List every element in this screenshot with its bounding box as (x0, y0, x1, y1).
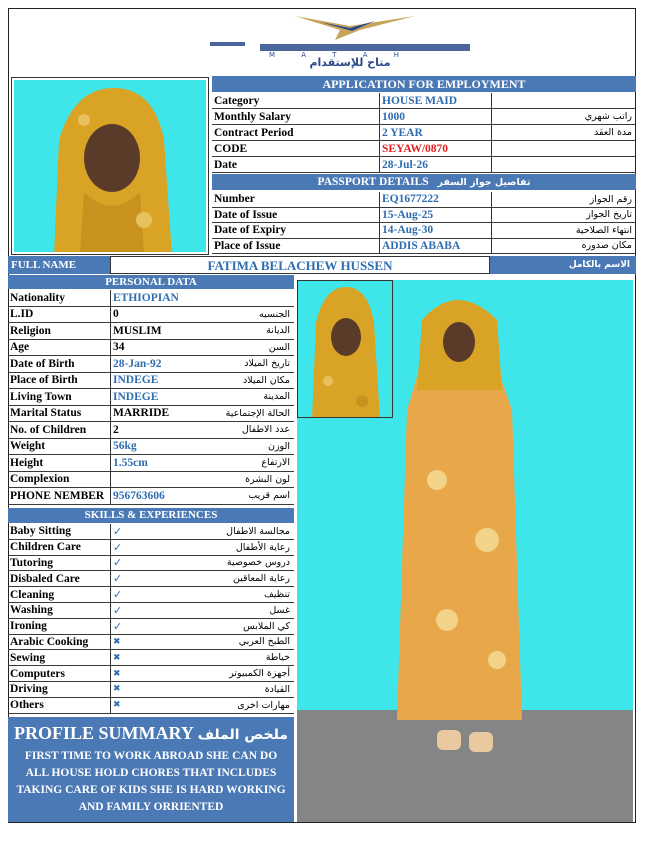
personal-label: Marital Status (8, 406, 111, 422)
passport-label: Date of Issue (212, 208, 380, 223)
personal-row (8, 290, 294, 307)
skill-row (8, 540, 294, 556)
personal-arabic: الجنسيه (259, 308, 290, 320)
portrait-photo (12, 78, 208, 254)
skill-label: Disbaled Care (8, 571, 111, 586)
app-value: HOUSE MAID (380, 93, 492, 108)
personal-value: INDEGE (113, 390, 159, 403)
personal-arabic: اسم قريب (248, 490, 290, 502)
personal-label: Living Town (8, 389, 111, 405)
personal-arabic: السن (268, 341, 290, 353)
logo-latin: M A T A H (268, 51, 412, 59)
skill-arabic: دروس خصوصية (226, 557, 290, 569)
profile-text: FIRST TIME TO WORK ABROAD SHE CAN DO ALL HOUSE HOLD CHORES THAT INCLUDES TAKING CARE OF KIDS SHE IS HARD WORKING AND FAMILY ORRIENTED (16, 750, 286, 813)
skill-arabic: غسل (269, 604, 290, 616)
passport-arabic: مكان صدوره (581, 240, 632, 252)
app-label: CODE (212, 141, 380, 156)
personal-row (8, 323, 294, 340)
personal-arabic: الوزن (267, 440, 290, 452)
personal-row (8, 455, 294, 472)
application-row (212, 125, 636, 141)
application-row (212, 157, 636, 173)
skill-arabic: مهارات اخرى (237, 699, 290, 711)
check-icon: ✓ (113, 556, 123, 570)
personal-header: PERSONAL DATA (8, 275, 294, 289)
skill-label: Tutoring (8, 556, 111, 571)
check-icon: ✓ (113, 619, 123, 633)
small-portrait-photo (297, 280, 393, 418)
skill-row (8, 587, 294, 603)
passport-label: Place of Issue (212, 239, 380, 254)
personal-value: MARRIDE (113, 407, 170, 420)
check-icon: ✓ (113, 588, 123, 602)
personal-arabic: عدد الاطفال (241, 424, 290, 436)
skill-arabic: خياطة (265, 652, 290, 664)
logo-arabic: متاح للإستقدام (309, 56, 391, 69)
app-arabic: راتب شهري (584, 111, 632, 122)
personal-value: 34 (113, 341, 125, 354)
personal-label: Height (8, 455, 111, 471)
passport-row (212, 208, 636, 224)
skill-arabic: مجالسة الاطفال (226, 525, 290, 537)
personal-row (8, 439, 294, 456)
personal-label: Weight (8, 439, 111, 455)
passport-header-title: PASSPORT DETAILS (317, 176, 429, 188)
personal-row (8, 307, 294, 324)
passport-value: ADDIS ABABA (380, 239, 492, 254)
skills-header: SKILLS & EXPERIENCES (8, 508, 294, 523)
cross-icon: ✖ (113, 684, 121, 695)
personal-label: Nationality (8, 290, 111, 306)
skill-label: Washing (8, 603, 111, 618)
cross-icon: ✖ (113, 668, 121, 679)
application-row (212, 93, 636, 109)
skill-row (8, 524, 294, 540)
personal-row (8, 422, 294, 439)
personal-label: Religion (8, 323, 111, 339)
passport-label: Number (212, 192, 380, 207)
personal-arabic (211, 290, 294, 306)
passport-arabic: انتهاء الصلاحية (575, 224, 632, 236)
app-value: 1000 (380, 109, 492, 124)
check-icon: ✓ (113, 540, 123, 554)
passport-header-arabic: تفاصيل جواز السفر (437, 177, 531, 188)
personal-row (8, 389, 294, 406)
application-row (212, 109, 636, 125)
personal-label: Date of Birth (8, 356, 111, 372)
personal-label: Place of Birth (8, 373, 111, 389)
skill-arabic: أجهزة الكمبيوتر (229, 668, 290, 680)
personal-arabic: الديانة (266, 325, 290, 337)
skill-label: Driving (8, 682, 111, 697)
passport-row (212, 192, 636, 208)
personal-label: Complexion (8, 472, 111, 488)
skill-row (8, 635, 294, 651)
personal-row (8, 356, 294, 373)
app-label: Category (212, 93, 380, 108)
personal-value: 1.55cm (113, 456, 148, 469)
company-logo (200, 12, 470, 70)
personal-value: 28-Jan-92 (113, 357, 162, 370)
skill-label: Children Care (8, 540, 111, 555)
skill-row (8, 619, 294, 635)
skill-label: Baby Sitting (8, 524, 111, 539)
personal-value: MUSLIM (113, 324, 162, 337)
app-label: Contract Period (212, 125, 380, 140)
app-arabic (492, 141, 636, 156)
personal-arabic: الارتفاع (261, 457, 290, 469)
profile-summary (8, 717, 294, 822)
passport-label: Date of Expiry (212, 223, 380, 238)
passport-row (212, 239, 636, 255)
application-header: APPLICATION FOR EMPLOYMENT (212, 76, 636, 92)
passport-header (212, 174, 636, 190)
personal-value: ETHIOPIAN (113, 291, 179, 304)
skill-label: Cleaning (8, 587, 111, 602)
personal-row (8, 373, 294, 390)
personal-arabic: الحالة الإجتماعية (225, 407, 290, 419)
passport-row (212, 223, 636, 239)
personal-row (8, 340, 294, 357)
skill-label: Ironing (8, 619, 111, 634)
check-icon: ✓ (113, 603, 123, 617)
personal-label: No. of Children (8, 422, 111, 438)
check-icon: ✓ (113, 524, 123, 538)
skill-label: Sewing (8, 650, 111, 665)
personal-value: INDEGE (113, 374, 159, 387)
personal-arabic: تاريخ الميلاد (244, 358, 290, 370)
app-value: 2 YEAR (380, 125, 492, 140)
skill-arabic: رعاية الأطفال (235, 541, 290, 553)
personal-label: L.ID (8, 307, 111, 323)
personal-arabic: المدينة (263, 391, 290, 403)
personal-value: 2 (113, 423, 119, 436)
fullname-bar (8, 256, 636, 274)
personal-row (8, 406, 294, 423)
fullname-arabic: الاسم بالكامل (490, 256, 636, 274)
personal-value: 0 (113, 308, 119, 321)
skill-arabic: كي الملابس (243, 620, 290, 632)
skill-row (8, 556, 294, 572)
personal-arabic: لون البشرة (245, 473, 290, 485)
cross-icon: ✖ (113, 652, 121, 663)
personal-value (111, 472, 211, 488)
passport-value: 14-Aug-30 (380, 223, 492, 238)
app-label: Monthly Salary (212, 109, 380, 124)
personal-row (8, 488, 294, 505)
fullname-value: FATIMA BELACHEW HUSSEN (110, 256, 490, 274)
personal-arabic: مكان الميلاد (242, 374, 290, 386)
app-label: Date (212, 157, 380, 172)
fullname-label: FULL NAME (8, 256, 110, 274)
app-value: SEYAW/0870 (380, 141, 492, 156)
profile-title-row (12, 722, 290, 746)
app-value: 28-Jul-26 (380, 157, 492, 172)
skill-row (8, 650, 294, 666)
personal-label: PHONE NEMBER (8, 488, 111, 504)
application-row (212, 141, 636, 157)
personal-value: 56kg (113, 440, 137, 453)
app-arabic: مدة العقد (594, 127, 632, 138)
skill-row (8, 603, 294, 619)
passport-value: 15-Aug-25 (380, 208, 492, 223)
passport-arabic: تاريخ الجواز (586, 209, 632, 221)
skill-arabic: الطبخ العربي (238, 636, 290, 648)
skill-arabic: القيادة (264, 683, 290, 695)
personal-label: Age (8, 340, 111, 356)
cross-icon: ✖ (113, 700, 121, 711)
app-arabic (492, 157, 636, 172)
passport-arabic: رقم الجواز (589, 193, 632, 205)
skill-arabic: تنظيف (263, 589, 290, 601)
skill-row (8, 666, 294, 682)
profile-title: PROFILE SUMMARY (14, 723, 194, 743)
personal-value: 956763606 (113, 489, 165, 502)
skill-arabic: رعاية المعاقين (232, 573, 290, 585)
skill-row (8, 698, 294, 714)
profile-title-arabic: ملخص الملف (197, 727, 288, 743)
skill-row (8, 682, 294, 698)
check-icon: ✓ (113, 572, 123, 586)
personal-row (8, 472, 294, 489)
skill-label: Computers (8, 666, 111, 681)
skill-row (8, 571, 294, 587)
passport-value: EQ1677222 (380, 192, 492, 207)
skill-label: Others (8, 698, 111, 713)
app-arabic (492, 93, 636, 108)
skill-label: Arabic Cooking (8, 635, 111, 650)
cross-icon: ✖ (113, 636, 121, 647)
